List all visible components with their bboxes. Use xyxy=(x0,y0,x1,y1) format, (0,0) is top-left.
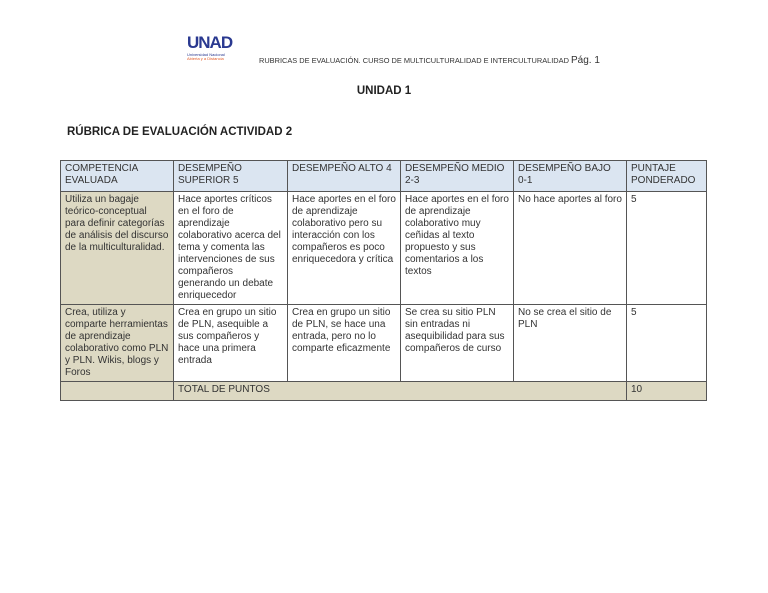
header-row xyxy=(61,161,707,192)
unad-logo xyxy=(187,33,237,69)
total-value: 10 xyxy=(627,382,707,401)
rubric-table xyxy=(60,160,707,401)
running-header xyxy=(259,55,600,66)
table-cell: Hace aportes en el foro de aprendizaje colaborativo pero su interacción con los compañeros es poco enriquecedora y crítica xyxy=(288,192,401,305)
logo-text: UNAD xyxy=(187,33,233,52)
header-cell: DESEMPEÑO ALTO 4 xyxy=(288,161,401,192)
empty-cell xyxy=(61,382,174,401)
unit-title: UNIDAD 1 xyxy=(356,85,412,97)
header-cell: COMPETENCIA EVALUADA xyxy=(61,161,174,192)
score-cell: 5 xyxy=(627,192,707,305)
page-number: Pág. 1 xyxy=(570,55,600,66)
table-cell: Crea en grupo un sitio de PLN, se hace una entrada, pero no lo comparte eficazmente xyxy=(288,305,401,382)
running-title: RUBRICAS DE EVALUACIÓN. CURSO DE MULTICULTURALIDAD E INTERCULTURALIDAD xyxy=(259,56,569,65)
table-cell: No hace aportes al foro xyxy=(514,192,627,305)
table-cell: Hace aportes críticos en el foro de aprendizaje colaborativo acerca del tema y comenta las intervenciones de sus compañeros generando un debate enriquecedor xyxy=(174,192,288,305)
competency-cell: Crea, utiliza y comparte herramientas de aprendizaje colaborativo como PLN y PLN. Wikis, blogs y Foros xyxy=(61,305,174,382)
total-row xyxy=(61,382,707,401)
header-cell: PUNTAJE PONDERADO xyxy=(627,161,707,192)
table-cell: Crea en grupo un sitio de PLN, asequible a sus compañeros y hace una primera entrada xyxy=(174,305,288,382)
competency-cell: Utiliza un bagaje teórico-conceptual para definir categorías de análisis del discurso de la multiculturalidad. xyxy=(61,192,174,305)
header-cell: DESEMPEÑO SUPERIOR 5 xyxy=(174,161,288,192)
logo-sub1: Universidad Nacional xyxy=(187,52,225,57)
logo-sub2: Abierta y a Distancia xyxy=(187,56,224,61)
header-cell: DESEMPEÑO BAJO 0-1 xyxy=(514,161,627,192)
table-row xyxy=(61,305,707,382)
rubric-title: RÚBRICA DE EVALUACIÓN ACTIVIDAD 2 xyxy=(67,126,293,138)
table-row xyxy=(61,192,707,305)
total-label: TOTAL DE PUNTOS xyxy=(174,382,627,401)
header-cell: DESEMPEÑO MEDIO 2-3 xyxy=(401,161,514,192)
score-cell: 5 xyxy=(627,305,707,382)
table-cell: Se crea su sitio PLN sin entradas ni asequibilidad para sus compañeros de curso xyxy=(401,305,514,382)
table-cell: No se crea el sitio de PLN xyxy=(514,305,627,382)
table-cell: Hace aportes en el foro de aprendizaje colaborativo muy ceñidas al texto propuesto y sus comentarios a los textos xyxy=(401,192,514,305)
